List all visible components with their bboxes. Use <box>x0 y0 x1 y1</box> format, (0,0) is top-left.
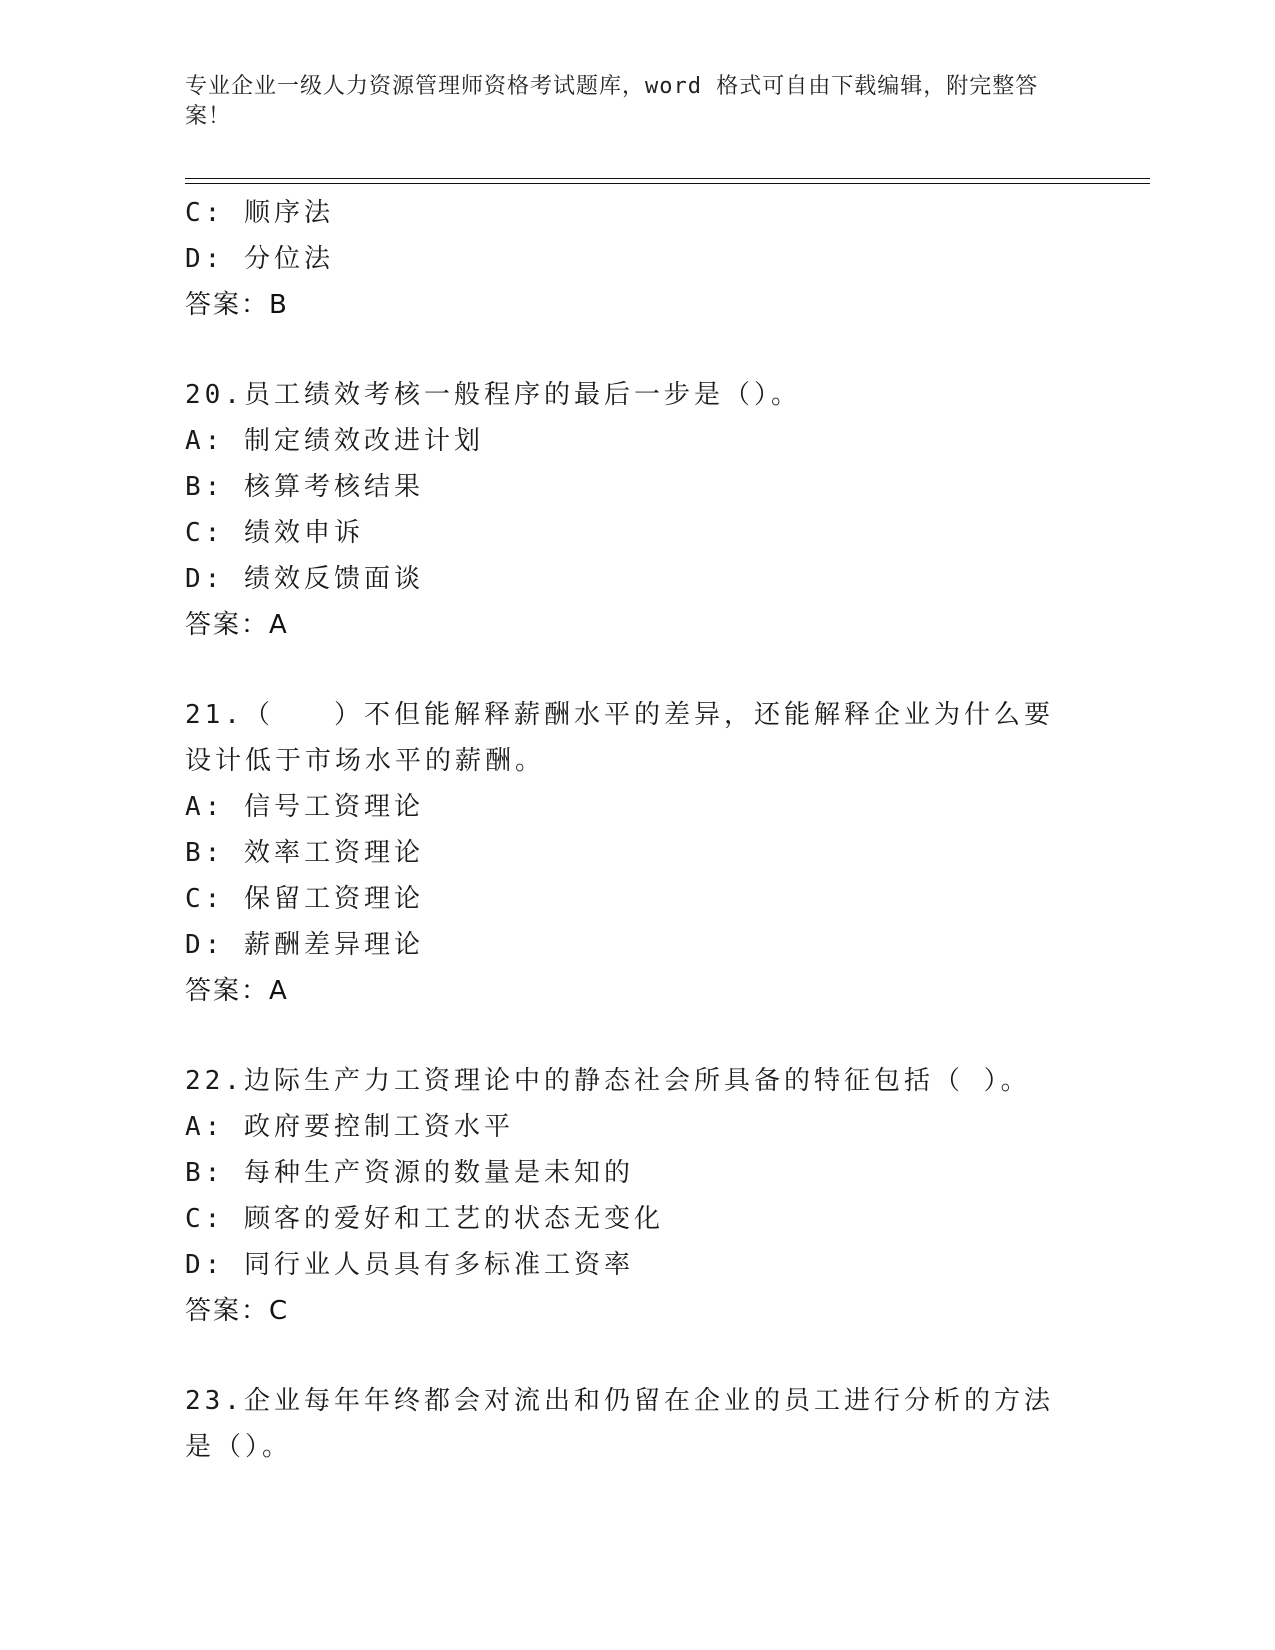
option-line <box>185 418 1085 464</box>
answer-line: 答案：A <box>185 610 289 640</box>
question-stem: 22.边际生产力工资理论中的静态社会所具备的特征包括（ ）。 <box>185 1066 1031 1096</box>
option-label: C: <box>185 884 225 914</box>
option-label: A: <box>185 792 225 822</box>
option-line <box>185 464 1085 510</box>
option-text: 效率工资理论 <box>243 838 424 868</box>
question-block <box>185 372 1085 648</box>
option-line <box>185 876 1085 922</box>
option-label: A: <box>185 1112 225 1142</box>
question-stem: 20.员工绩效考核一般程序的最后一步是（）。 <box>185 380 801 410</box>
answer-line: 答案：A <box>185 976 289 1006</box>
spacer <box>185 1334 1085 1378</box>
spacer <box>185 1014 1085 1058</box>
option-text: 顾客的爱好和工艺的状态无变化 <box>243 1204 664 1234</box>
option-label: B: <box>185 472 225 502</box>
option-line <box>185 1242 1085 1288</box>
option-label: B: <box>185 838 225 868</box>
option-label: D: <box>185 244 225 274</box>
option-label: D: <box>185 930 225 960</box>
option-label: A: <box>185 426 225 456</box>
option-text: 绩效申诉 <box>243 518 364 548</box>
option-text: 分位法 <box>243 244 334 274</box>
option-line <box>185 510 1085 556</box>
option-line <box>185 1150 1085 1196</box>
option-line <box>185 190 1085 236</box>
option-text: 制定绩效改进计划 <box>243 426 484 456</box>
question-stem: 23.企业每年年终都会对流出和仍留在企业的员工进行分析的方法是（）。 <box>185 1386 1054 1462</box>
question-content <box>185 190 1085 1470</box>
option-label: C: <box>185 198 225 228</box>
option-text: 薪酬差异理论 <box>243 930 424 960</box>
option-label: D: <box>185 1250 225 1280</box>
option-text: 信号工资理论 <box>243 792 424 822</box>
question-stem: 21.（ ）不但能解释薪酬水平的差异，还能解释企业为什么要设计低于市场水平的薪酬。 <box>185 700 1054 776</box>
option-text: 核算考核结果 <box>243 472 424 502</box>
header-rule-bottom <box>185 183 1150 184</box>
option-text: 绩效反馈面谈 <box>243 564 424 594</box>
option-text: 每种生产资源的数量是未知的 <box>243 1158 634 1188</box>
option-line <box>185 556 1085 602</box>
option-label: C: <box>185 1204 225 1234</box>
option-text: 政府要控制工资水平 <box>243 1112 514 1142</box>
carryover-block <box>185 190 1085 328</box>
option-line <box>185 830 1085 876</box>
option-line <box>185 1104 1085 1150</box>
option-line <box>185 922 1085 968</box>
page-header: 专业企业一级人力资源管理师资格考试题库，word 格式可自由下载编辑，附完整答案！ <box>185 74 1039 129</box>
answer-line: 答案：B <box>185 290 289 320</box>
option-label: B: <box>185 1158 225 1188</box>
answer-line: 答案：C <box>185 1296 290 1326</box>
option-label: D: <box>185 564 225 594</box>
option-text: 保留工资理论 <box>243 884 424 914</box>
option-line <box>185 784 1085 830</box>
option-line <box>185 1196 1085 1242</box>
spacer <box>185 648 1085 692</box>
option-label: C: <box>185 518 225 548</box>
spacer <box>185 328 1085 372</box>
header-rule-top <box>185 178 1150 179</box>
option-text: 同行业人员具有多标准工资率 <box>243 1250 634 1280</box>
question-block <box>185 1378 1085 1470</box>
question-block <box>185 1058 1085 1334</box>
question-block <box>185 692 1085 1014</box>
option-line <box>185 236 1085 282</box>
option-text: 顺序法 <box>243 198 334 228</box>
